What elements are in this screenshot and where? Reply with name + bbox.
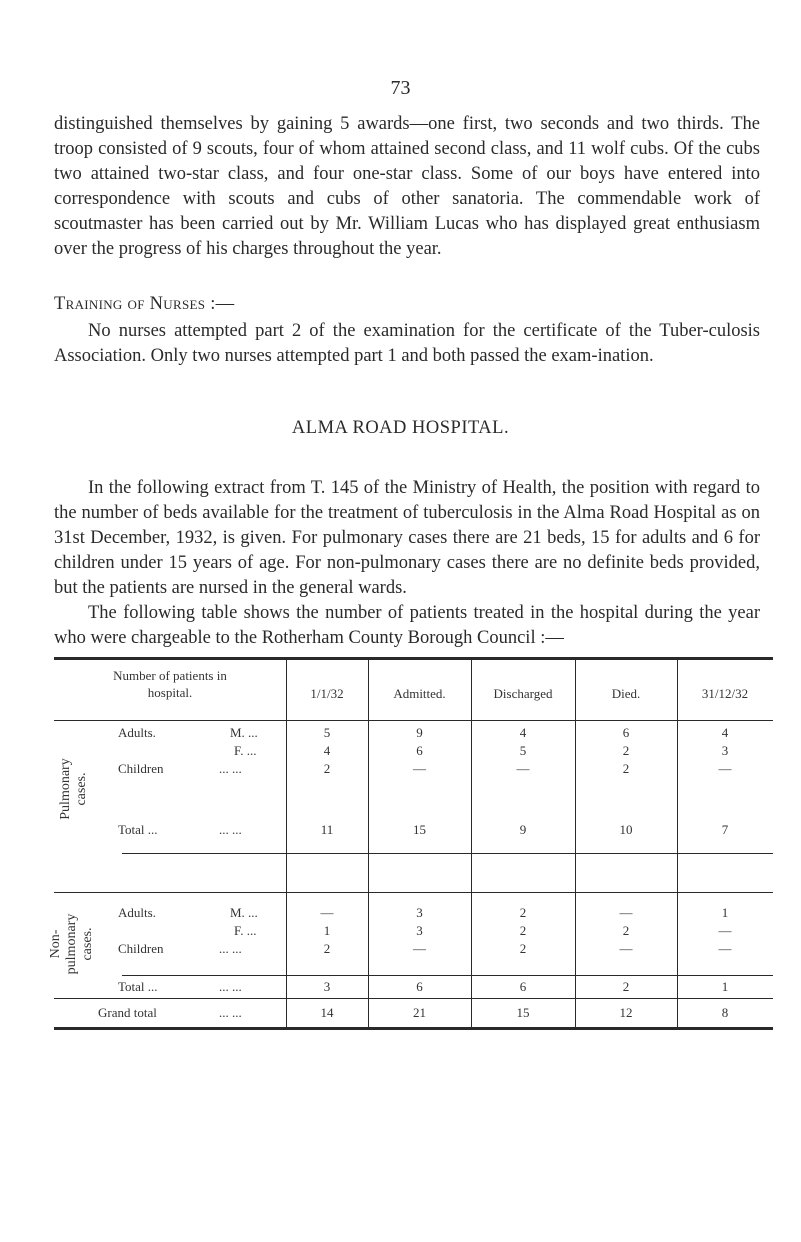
pulmonary-group-label — [58, 734, 92, 844]
pulmonary-total-cell-r1-c2: 15 — [413, 822, 426, 837]
nonpulmonary-total-dots: ... ... — [219, 979, 242, 994]
nonpulmonary-cell-r3-c3: 2 — [519, 941, 527, 956]
header-col-1-1-32: 1/1/32 — [310, 686, 344, 701]
training-heading: Training of Nurses :— — [54, 294, 235, 314]
pulmonary-label-line1: Pulmonary — [58, 758, 73, 820]
pulmonary-children-label: Children — [118, 761, 164, 776]
pulmonary-m-label: M. ... — [230, 725, 258, 740]
pulmonary-cell-r3-c1: 2 — [323, 761, 331, 776]
pulmonary-cell-r1-c5: 4 — [721, 725, 729, 740]
pulmonary-cell-r1-c1: 5 — [323, 725, 331, 740]
pulmonary-total-cell-r1-c5: 7 — [721, 822, 729, 837]
nonpulmonary-cell-r1-c5: 1 — [721, 905, 729, 920]
pulmonary-cell-r2-c2: 6 — [416, 743, 423, 758]
header-divider — [54, 720, 286, 721]
paragraph-scouts: distinguished themselves by gaining 5 awards—one first, two seconds and two thirds. The troop consisted of 9 scouts, four of whom attained second class, and 11 wolf cubs. Of the cubs two attained two-star class, and four one-star class. Some of our boys have entered into correspondence with scouts and cubs of other sanatoria. The commendable work of scoutmaster has been carried out by Mr. William Lucas who has displayed great enthusiasm over the progress of his charges throughout the year. — [54, 114, 760, 259]
nonpulmonary-cell-r2-c3: 2 — [519, 923, 527, 938]
pulmonary-cell-r2-c5: 3 — [721, 743, 729, 758]
pulmonary-total-dots: ... ... — [219, 822, 242, 837]
nonpulmonary-total-cell-r1-c2: 6 — [416, 979, 423, 994]
grand-total-cell-r1-c5: 8 — [721, 1005, 729, 1020]
pulmonary-cell-r1-c2: 9 — [416, 725, 423, 740]
pulmonary-total-label: Total ... — [118, 822, 158, 837]
pulmonary-total-cell-r1-c3: 9 — [519, 822, 527, 837]
nonpulmonary-total-cell-r1-c1: 3 — [323, 979, 331, 994]
nonpulmonary-label-line2: pulmonary — [64, 913, 79, 975]
nonpulmonary-cell-r3-c5: — — [718, 941, 732, 956]
nonpulmonary-cell-r2-c1: 1 — [323, 923, 331, 938]
header-col-31-12-32: 31/12/32 — [701, 686, 749, 701]
header-label-line1: Number of patients in — [113, 668, 227, 683]
pulmonary-cell-r2-c3: 5 — [519, 743, 527, 758]
grand-total-label: Grand total — [98, 1005, 157, 1020]
nonpulmonary-cell-r2-c4: 2 — [622, 923, 630, 938]
col-divider — [677, 660, 678, 1027]
pulmonary-label-line2: cases. — [74, 772, 89, 806]
table-top-rule — [54, 657, 773, 660]
pulmonary-cell-r3-c2: — — [413, 761, 426, 776]
pulmonary-cell-r2-c4: 2 — [622, 743, 630, 758]
col-divider — [286, 660, 287, 1027]
paragraph-nurses: No nurses attempted part 2 of the examination for the certificate of the Tuber-culosis Association. Only two nurses attempted part 1 and both passed the exam-ination. — [54, 321, 760, 366]
header-divider — [286, 720, 773, 721]
nonpulmonary-children-dots: ... ... — [219, 941, 242, 956]
grand-total-cell-r1-c3: 15 — [516, 1005, 530, 1020]
header-col-admitted: Admitted. — [393, 686, 446, 701]
section-title: ALMA ROAD HOSPITAL. — [291, 418, 510, 438]
nonpulmonary-cell-r1-c2: 3 — [416, 905, 423, 920]
section-divider — [54, 892, 773, 893]
pulmonary-cell-r3-c3: — — [516, 761, 530, 776]
pulmonary-cell-r3-c5: — — [718, 761, 732, 776]
grand-total-cell-r1-c1: 14 — [320, 1005, 334, 1020]
nonpulmonary-adults-label: Adults. — [118, 905, 156, 920]
nonpulmonary-total-cell-r1-c5: 1 — [721, 979, 729, 994]
nonpulmonary-cell-r1-c4: — — [619, 905, 633, 920]
pulmonary-cell-r1-c3: 4 — [519, 725, 527, 740]
nonpulmonary-children-label: Children — [118, 941, 164, 956]
pulmonary-cell-r3-c4: 2 — [622, 761, 630, 776]
nonpulmonary-total-divider — [122, 975, 773, 976]
nonpulmonary-cell-r1-c3: 2 — [519, 905, 527, 920]
pulmonary-children-dots: ... ... — [219, 761, 242, 776]
nonpulmonary-cell-r1-c1: — — [320, 905, 334, 920]
header-label-line2: hospital. — [147, 685, 193, 700]
nonpulmonary-cell-r3-c4: — — [619, 941, 633, 956]
grand-total-dots: ... ... — [219, 1005, 242, 1020]
patients-table — [48, 657, 773, 1029]
col-divider — [471, 660, 472, 1027]
pulmonary-cell-r1-c4: 6 — [622, 725, 630, 740]
pulmonary-cell-r2-c1: 4 — [323, 743, 331, 758]
pulmonary-adults-label: Adults. — [118, 725, 156, 740]
nonpulmonary-total-cell-r1-c3: 6 — [519, 979, 527, 994]
header-col-discharged: Discharged — [493, 686, 553, 701]
header-label — [54, 667, 286, 701]
header-col-died: Died. — [611, 686, 641, 701]
pulmonary-total-divider — [122, 853, 773, 854]
nonpulmonary-total-label: Total ... — [118, 979, 158, 994]
grand-total-divider — [54, 998, 773, 999]
nonpulmonary-cell-r2-c2: 3 — [416, 923, 423, 938]
table-bottom-rule — [54, 1027, 773, 1030]
grand-total-cell-r1-c4: 12 — [619, 1005, 633, 1020]
nonpulmonary-label-line3: cases. — [80, 927, 95, 961]
paragraph-beds: In the following extract from T. 145 of the Ministry of Health, the position with regard to the number of beds available for the treatment of tuberculosis in the Alma Road Hospital as on 31st December, 1932, is given. For pulmonary cases there are 21 beds, 15 for adults and 6 for children under 15 years of age. For non-pulmonary cases there are no definite beds provided, but the patients are nursed in the general wards. — [54, 478, 760, 598]
nonpulmonary-cell-r3-c1: 2 — [323, 941, 331, 956]
paragraph-table-intro: The following table shows the number of patients treated in the hospital during the year who were chargeable to the Rotherham County Borough Council :— — [54, 603, 760, 648]
nonpulmonary-f-label: F. ... — [234, 923, 257, 938]
pulmonary-total-cell-r1-c4: 10 — [619, 822, 633, 837]
nonpulmonary-cell-r2-c5: — — [718, 923, 732, 938]
pulmonary-total-cell-r1-c1: 11 — [320, 822, 334, 837]
col-divider — [368, 660, 369, 1027]
nonpulmonary-m-label: M. ... — [230, 905, 258, 920]
page-number: 73 — [390, 77, 411, 99]
nonpulmonary-total-cell-r1-c4: 2 — [622, 979, 630, 994]
nonpulmonary-label-line1: Non- — [48, 929, 63, 959]
col-divider — [575, 660, 576, 1027]
nonpulmonary-group-label — [48, 889, 98, 999]
pulmonary-f-label: F. ... — [234, 743, 257, 758]
nonpulmonary-cell-r3-c2: — — [413, 941, 426, 956]
grand-total-cell-r1-c2: 21 — [413, 1005, 426, 1020]
